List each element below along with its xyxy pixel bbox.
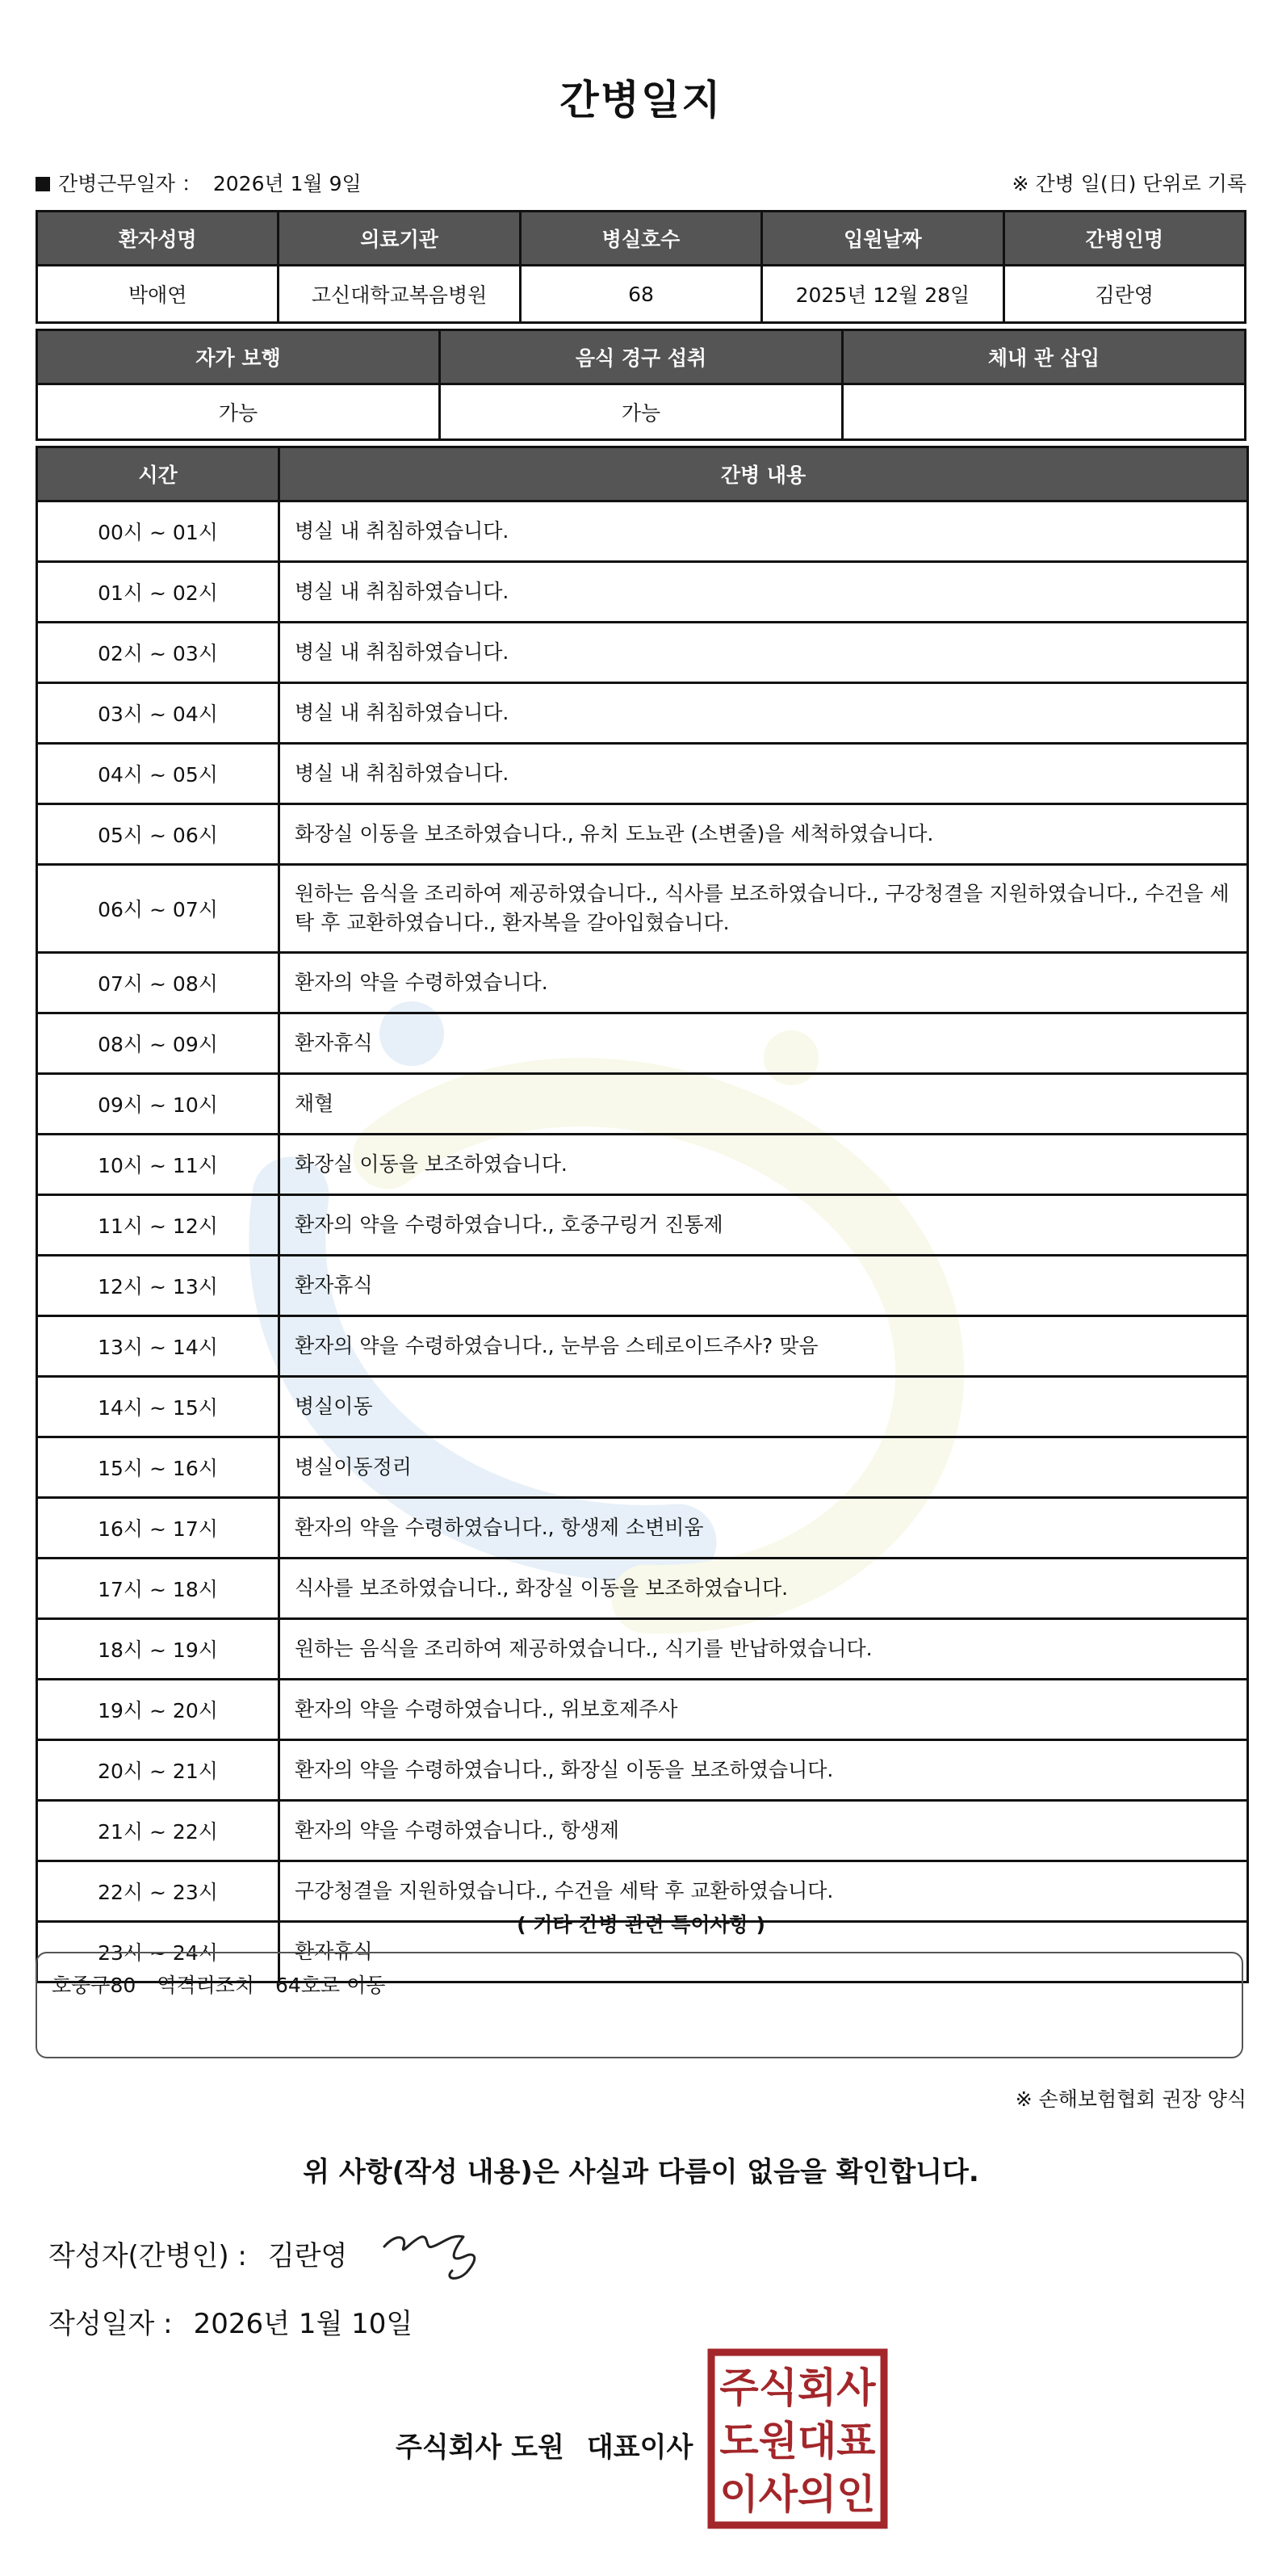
table-row — [37, 1074, 1248, 1135]
log-time: 12시 ~ 13시 — [37, 1256, 279, 1316]
company-rep-title: 대표이사 — [586, 2431, 693, 2464]
log-content: 환자휴식 — [279, 1013, 1248, 1074]
patient-name: 박애연 — [37, 266, 279, 323]
table-row — [37, 804, 1248, 865]
writer-line — [48, 2234, 347, 2273]
log-time: 06시 ~ 07시 — [37, 865, 279, 953]
self-walking-value: 가능 — [37, 384, 440, 440]
table-row — [37, 1801, 1248, 1861]
tube-insertion-value — [843, 384, 1246, 440]
log-content: 병실 내 취침하였습니다. — [279, 683, 1248, 744]
table-row — [37, 683, 1248, 744]
page-title: 간병일지 — [559, 77, 723, 124]
remark-item: 역격리조치 — [157, 1974, 255, 1997]
table-row — [37, 1195, 1248, 1256]
header-self-walking: 자가 보행 — [37, 330, 440, 384]
log-content: 채혈 — [279, 1074, 1248, 1135]
log-time: 04시 ~ 05시 — [37, 744, 279, 804]
header-hospital: 의료기관 — [279, 212, 520, 266]
log-time: 19시 ~ 20시 — [37, 1680, 279, 1740]
confirmation-statement: 위 사항(작성 내용)은 사실과 다름이 없음을 확인합니다. — [303, 2156, 979, 2188]
square-bullet-icon — [36, 177, 50, 191]
recommend-note: ※ 손해보험협회 권장 양식 — [1015, 2087, 1246, 2111]
patient-info-table — [36, 210, 1246, 324]
log-content: 화장실 이동을 보조하였습니다., 유치 도뇨관 (소변줄)을 세척하였습니다. — [279, 804, 1248, 865]
table-row — [37, 1619, 1248, 1680]
seal-line-2: 도원대표 — [719, 2418, 876, 2465]
log-time: 20시 ~ 21시 — [37, 1740, 279, 1801]
log-content: 병실이동정리 — [279, 1437, 1248, 1498]
header-room-number: 병실호수 — [520, 212, 761, 266]
log-time: 08시 ~ 09시 — [37, 1013, 279, 1074]
log-time: 10시 ~ 11시 — [37, 1135, 279, 1195]
hospital-name: 고신대학교복음병원 — [279, 266, 520, 323]
log-content: 병실 내 취침하였습니다. — [279, 562, 1248, 623]
table-row — [37, 501, 1248, 562]
header-time: 시간 — [37, 447, 279, 501]
table-row — [37, 1377, 1248, 1437]
log-time: 02시 ~ 03시 — [37, 623, 279, 683]
log-time: 18시 ~ 19시 — [37, 1619, 279, 1680]
remark-item: 64호로 이동 — [275, 1974, 386, 1997]
table-row — [37, 1740, 1248, 1801]
log-content: 환자휴식 — [279, 1922, 1248, 1982]
company-line — [396, 2425, 693, 2465]
log-content: 구강청결을 지원하였습니다., 수건을 세탁 후 교환하였습니다. — [279, 1861, 1248, 1922]
log-content: 환자의 약을 수령하였습니다., 화장실 이동을 보조하였습니다. — [279, 1740, 1248, 1801]
log-content: 환자의 약을 수령하였습니다., 항생제 소변비움 — [279, 1498, 1248, 1559]
log-content: 환자의 약을 수령하였습니다., 호중구링거 진통제 — [279, 1195, 1248, 1256]
written-date-value: 2026년 1월 10일 — [193, 2308, 413, 2340]
log-time: 00시 ~ 01시 — [37, 501, 279, 562]
writer-name: 김란영 — [267, 2240, 348, 2272]
log-time: 09시 ~ 10시 — [37, 1074, 279, 1135]
log-time: 17시 ~ 18시 — [37, 1559, 279, 1619]
work-date-label: 간병근무일자 ： — [58, 172, 202, 195]
table-row — [37, 1316, 1248, 1377]
oral-intake-value: 가능 — [440, 384, 843, 440]
log-content: 식사를 보조하였습니다., 화장실 이동을 보조하였습니다. — [279, 1559, 1248, 1619]
log-content: 환자의 약을 수령하였습니다., 눈부음 스테로이드주사? 맞음 — [279, 1316, 1248, 1377]
seal-line-1: 주식회사 — [719, 2364, 876, 2411]
log-time: 14시 ~ 15시 — [37, 1377, 279, 1437]
company-seal-icon — [707, 2348, 888, 2529]
patient-status-table — [36, 329, 1246, 441]
seal-line-3: 이사의인 — [719, 2471, 876, 2518]
table-row — [37, 1135, 1248, 1195]
remarks-box — [36, 1952, 1243, 2058]
table-row — [37, 1437, 1248, 1498]
status-value-row — [37, 384, 1246, 440]
header-tube-insertion: 체내 관 삽입 — [843, 330, 1246, 384]
table-row — [37, 1559, 1248, 1619]
log-time: 21시 ~ 22시 — [37, 1801, 279, 1861]
caregiver-name: 김란영 — [1003, 266, 1245, 323]
log-content: 병실 내 취침하였습니다. — [279, 744, 1248, 804]
table-row — [37, 865, 1248, 953]
table-row — [37, 1256, 1248, 1316]
table-row — [37, 1498, 1248, 1559]
meta-row — [36, 168, 1246, 197]
remarks-heading: ( 기타 간병 관련 특이사항 ) — [517, 1913, 765, 1936]
log-header-row — [37, 447, 1248, 501]
log-content: 환자의 약을 수령하였습니다., 항생제 — [279, 1801, 1248, 1861]
writer-label: 작성자(간병인) : — [48, 2240, 247, 2272]
log-content: 원하는 음식을 조리하여 제공하였습니다., 식기를 반납하였습니다. — [279, 1619, 1248, 1680]
log-content: 화장실 이동을 보조하였습니다. — [279, 1135, 1248, 1195]
log-time: 11시 ~ 12시 — [37, 1195, 279, 1256]
log-time: 07시 ~ 08시 — [37, 953, 279, 1013]
header-caregiver-name: 간병인명 — [1003, 212, 1245, 266]
status-header-row — [37, 330, 1246, 384]
table-row — [37, 623, 1248, 683]
log-content: 환자휴식 — [279, 1256, 1248, 1316]
unit-note: ※ 간병 일(日) 단위로 기록 — [1012, 172, 1246, 195]
header-care-content: 간병 내용 — [279, 447, 1248, 501]
work-date — [36, 168, 362, 197]
log-content: 원하는 음식을 조리하여 제공하였습니다., 식사를 보조하였습니다., 구강청결을 지원하였습니다., 수건을 세탁 후 교환하였습니다., 환자복을 갈아입혔습니다. — [279, 865, 1248, 953]
patient-value-row — [37, 266, 1246, 323]
log-time: 16시 ~ 17시 — [37, 1498, 279, 1559]
log-time: 23시 ~ 24시 — [37, 1922, 279, 1982]
log-time: 22시 ~ 23시 — [37, 1861, 279, 1922]
log-time: 03시 ~ 04시 — [37, 683, 279, 744]
table-row — [37, 1680, 1248, 1740]
work-date-value: 2026년 1월 9일 — [212, 172, 362, 195]
written-date-label: 작성일자 : — [48, 2308, 173, 2340]
log-content: 병실 내 취침하였습니다. — [279, 623, 1248, 683]
admission-date: 2025년 12월 28일 — [762, 266, 1003, 323]
table-row — [37, 1013, 1248, 1074]
log-content: 병실 내 취침하였습니다. — [279, 501, 1248, 562]
header-oral-intake: 음식 경구 섭취 — [440, 330, 843, 384]
table-row — [37, 562, 1248, 623]
written-date-line — [48, 2301, 413, 2341]
table-row — [37, 953, 1248, 1013]
log-time: 05시 ~ 06시 — [37, 804, 279, 865]
remark-item: 호중구80 — [52, 1974, 136, 1997]
table-row — [37, 744, 1248, 804]
log-time: 01시 ~ 02시 — [37, 562, 279, 623]
handwritten-signature-icon — [379, 2222, 492, 2287]
log-content: 환자의 약을 수령하였습니다., 위보호제주사 — [279, 1680, 1248, 1740]
room-number: 68 — [520, 266, 761, 323]
log-content: 환자의 약을 수령하였습니다. — [279, 953, 1248, 1013]
log-time: 15시 ~ 16시 — [37, 1437, 279, 1498]
hourly-care-log-table — [36, 446, 1249, 1983]
log-content: 병실이동 — [279, 1377, 1248, 1437]
header-admission-date: 입원날짜 — [762, 212, 1003, 266]
header-patient-name: 환자성명 — [37, 212, 279, 266]
company-name: 주식회사 도원 — [396, 2431, 564, 2464]
patient-header-row — [37, 212, 1246, 266]
log-time: 13시 ~ 14시 — [37, 1316, 279, 1377]
